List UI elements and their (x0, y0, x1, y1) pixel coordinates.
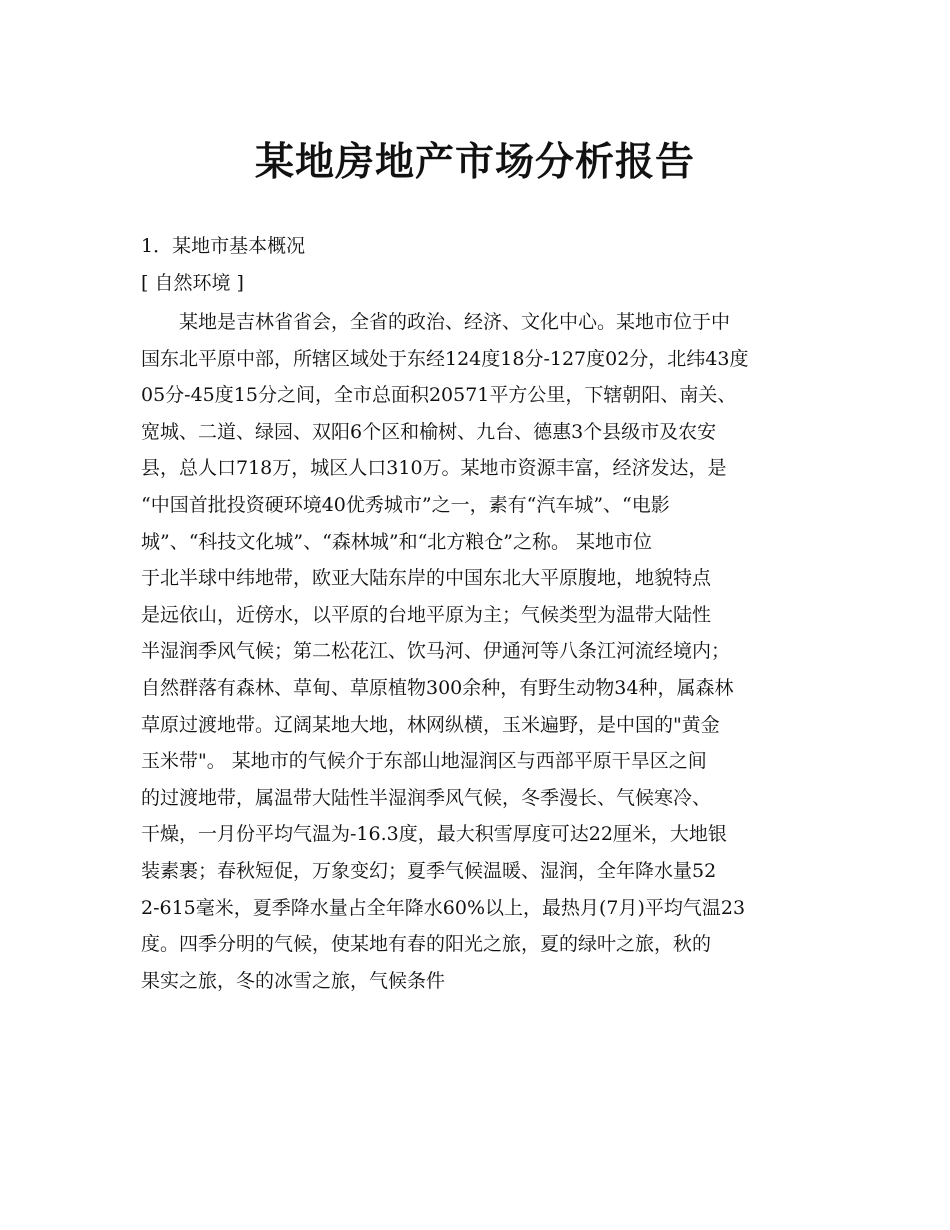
paragraph-line: 度。四季分明的气候，使某地有春的阳光之旅，夏的绿叶之旅，秋的 (141, 933, 712, 956)
paragraph-line: 于北半球中纬地带，欧亚大陆东岸的中国东北大平原腹地，地貌特点 (141, 567, 712, 590)
paragraph-line: 2-615毫米，夏季降水量占全年降水60%以上，最热月(7月)平均气温23 (141, 896, 746, 919)
subsection-heading: [ 自然环境 ] (141, 272, 244, 294)
paragraph-line: 的过渡地带，属温带大陆性半湿润季风气候，冬季漫长、气候寒冷、 (141, 786, 712, 809)
paragraph-line: 草原过渡地带。辽阔某地大地，林网纵横，玉米遍野，是中国的"黄金 (141, 713, 720, 736)
paragraph-line: 国东北平原中部，所辖区域处于东经124度18分-127度02分，北纬43度 (141, 347, 749, 370)
paragraph-line: 05分-45度15分之间，全市总面积20571平方公里，下辖朝阳、南关、 (141, 384, 737, 407)
paragraph-line: 装素裹；春秋短促，万象变幻；夏季气候温暖、湿润，全年降水量52 (141, 859, 717, 882)
paragraph-line: 干燥，一月份平均气温为-16.3度，最大积雪厚度可达22厘米，大地银 (141, 823, 727, 846)
paragraph-line: 半湿润季风气候；第二松花江、饮马河、伊通河等八条江河流经境内； (141, 640, 731, 663)
paragraph-line: 某地是吉林省省会，全省的政治、经济、文化中心。某地市位于中 (179, 311, 731, 333)
body-paragraph (141, 304, 806, 999)
paragraph-line: 城”、“科技文化城”、“森林城”和“北方粮仓”之称。 某地市位 (141, 530, 653, 553)
paragraph-line: 宽城、二道、绿园、双阳6个区和榆树、九台、德惠3个县级市及农安 (141, 420, 717, 443)
paragraph-line: 是远依山，近傍水，以平原的台地平原为主；气候类型为温带大陆性 (141, 603, 712, 626)
paragraph-line: 果实之旅，冬的冰雪之旅，气候条件 (141, 969, 446, 992)
paragraph-line: 自然群落有森林、草甸、草原植物300余种，有野生动物34种，属森林 (141, 676, 734, 699)
section-heading: 1．某地市基本概况 (141, 235, 306, 257)
paragraph-line: “中国首批投资硬环境40优秀城市”之一，素有“汽车城”、“电影 (141, 493, 670, 516)
document-title: 某地房地产市场分析报告 (254, 139, 695, 185)
paragraph-line: 玉米带"。 某地市的气候介于东部山地湿润区与西部平原干旱区之间 (141, 750, 707, 773)
paragraph-line: 县，总人口718万，城区人口310万。某地市资源丰富，经济发达，是 (141, 457, 727, 480)
